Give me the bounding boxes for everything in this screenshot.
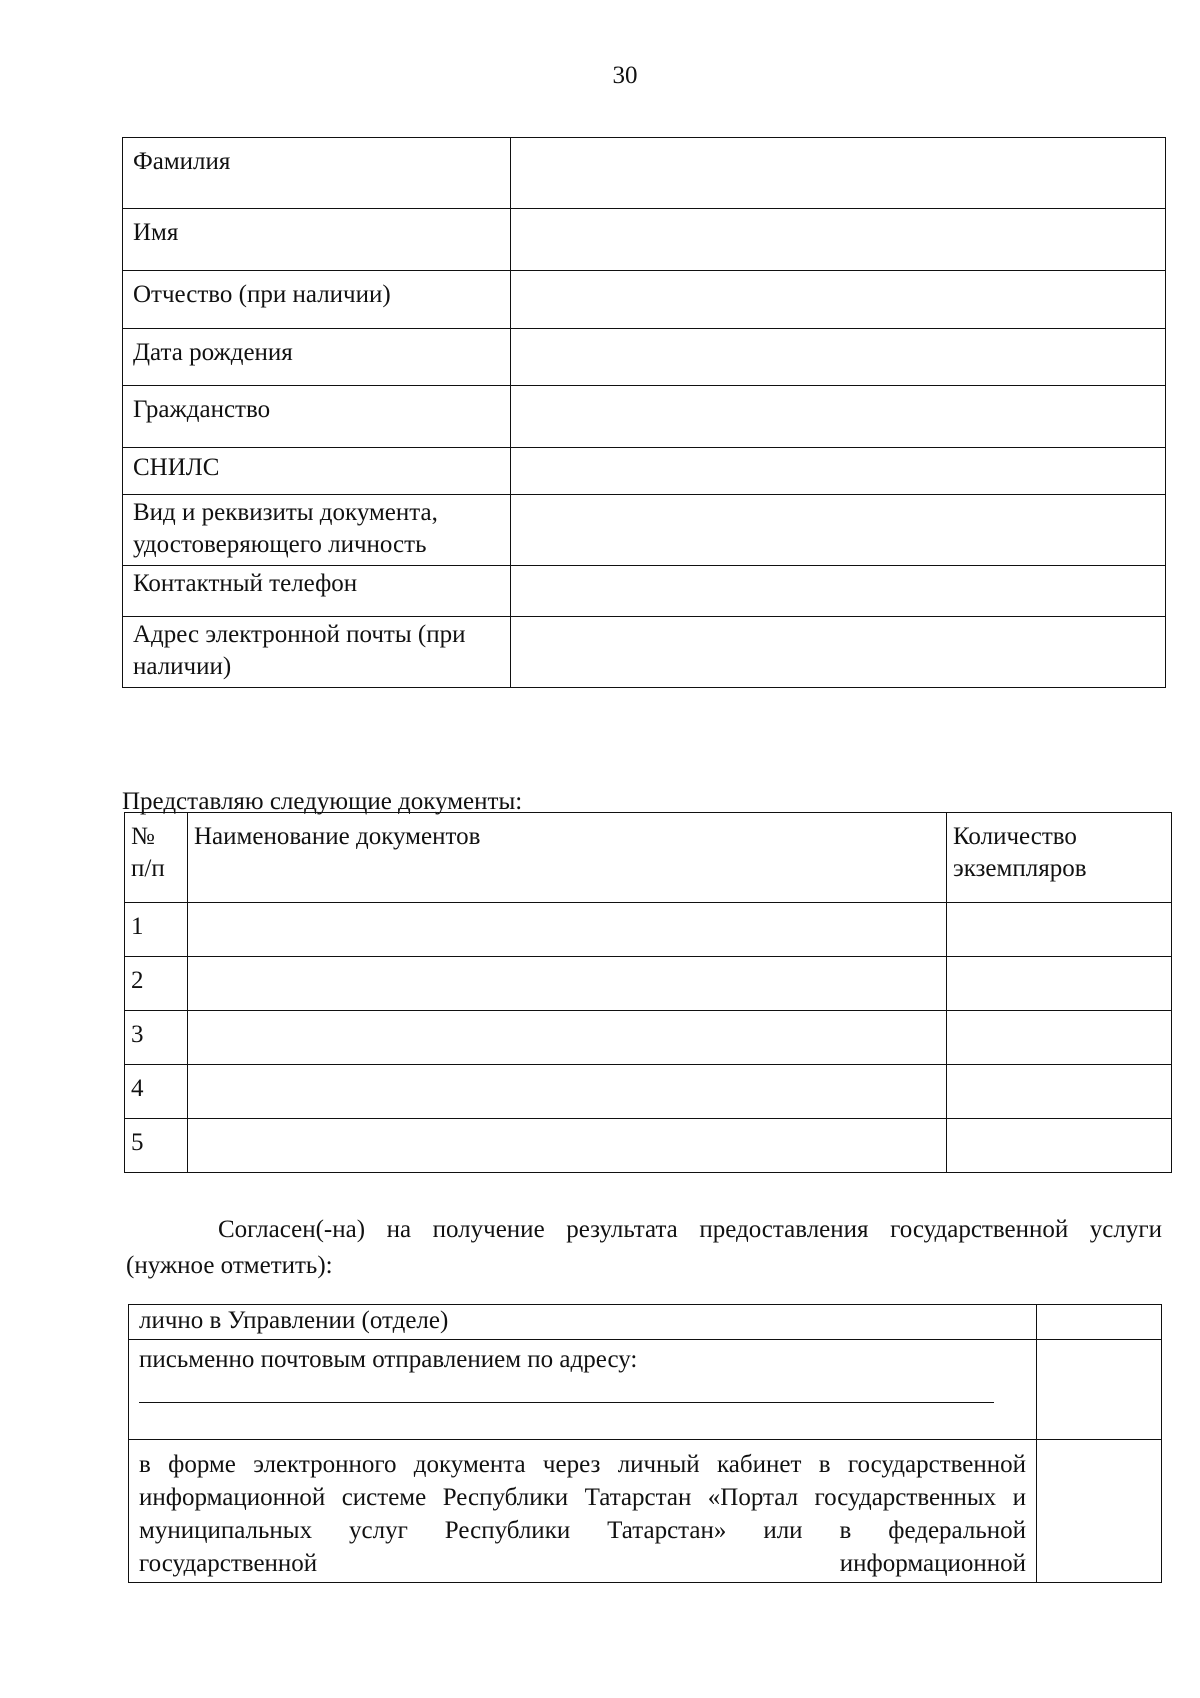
delivery-option-checkbox[interactable] xyxy=(1037,1305,1162,1340)
field-value[interactable] xyxy=(511,271,1166,329)
table-row xyxy=(123,138,1166,209)
personal-data-table xyxy=(122,137,1166,688)
field-value[interactable] xyxy=(511,138,1166,209)
delivery-option-label: в форме электронного документа через личный кабинет в государственной информационной системе Республики Татарстан «Портал государственных и муниципальных услуг Республики Татарстан» или в федеральной государственной информационной xyxy=(139,1451,1026,1577)
table-row xyxy=(123,617,1166,688)
delivery-option-cell xyxy=(129,1440,1037,1583)
field-value[interactable] xyxy=(511,495,1166,566)
row-number: 4 xyxy=(125,1065,188,1119)
document-name-cell[interactable] xyxy=(188,957,947,1011)
table-row xyxy=(123,329,1166,386)
delivery-options-table xyxy=(128,1304,1162,1583)
document-name-cell[interactable] xyxy=(188,903,947,957)
table-row xyxy=(125,1065,1172,1119)
field-value[interactable] xyxy=(511,386,1166,448)
field-value[interactable] xyxy=(511,617,1166,688)
document-quantity-cell[interactable] xyxy=(947,1119,1172,1173)
table-header-row xyxy=(125,813,1172,903)
address-input-line[interactable] xyxy=(139,1378,994,1403)
delivery-option-checkbox[interactable] xyxy=(1037,1440,1162,1583)
table-row xyxy=(125,1119,1172,1173)
field-label: Дата рождения xyxy=(123,329,511,386)
field-value[interactable] xyxy=(511,329,1166,386)
delivery-option-label: письменно почтовым отправлением по адресу: xyxy=(139,1346,638,1373)
table-row xyxy=(129,1440,1162,1583)
table-row xyxy=(129,1340,1162,1440)
page-number: 30 xyxy=(612,62,638,89)
row-number: 5 xyxy=(125,1119,188,1173)
documents-table xyxy=(124,812,1172,1173)
table-row xyxy=(123,448,1166,495)
table-row xyxy=(123,566,1166,617)
document-quantity-cell[interactable] xyxy=(947,957,1172,1011)
document-quantity-cell[interactable] xyxy=(947,1011,1172,1065)
document-name-cell[interactable] xyxy=(188,1011,947,1065)
document-quantity-cell[interactable] xyxy=(947,1065,1172,1119)
table-row xyxy=(123,209,1166,271)
row-number: 2 xyxy=(125,957,188,1011)
document-quantity-cell[interactable] xyxy=(947,903,1172,957)
delivery-option-checkbox[interactable] xyxy=(1037,1340,1162,1440)
field-label: Адрес электронной почты (при наличии) xyxy=(123,617,511,688)
column-header-name: Наименование документов xyxy=(188,813,947,903)
table-row xyxy=(129,1305,1162,1340)
document-name-cell[interactable] xyxy=(188,1065,947,1119)
field-label: Вид и реквизиты документа, удостоверяющего личность xyxy=(123,495,511,566)
column-header-quantity: Количество экземпляров xyxy=(947,813,1172,903)
field-value[interactable] xyxy=(511,566,1166,617)
table-row xyxy=(125,957,1172,1011)
table-row xyxy=(123,271,1166,329)
column-header-number: № п/п xyxy=(125,813,188,903)
table-row xyxy=(125,903,1172,957)
document-name-cell[interactable] xyxy=(188,1119,947,1173)
field-value[interactable] xyxy=(511,209,1166,271)
delivery-option-label: лично в Управлении (отделе) xyxy=(129,1305,1037,1340)
field-label: Имя xyxy=(123,209,511,271)
table-row xyxy=(123,495,1166,566)
field-label: Отчество (при наличии) xyxy=(123,271,511,329)
delivery-option-cell xyxy=(129,1340,1037,1440)
table-row xyxy=(123,386,1166,448)
table-row xyxy=(125,1011,1172,1065)
row-number: 1 xyxy=(125,903,188,957)
field-label: Фамилия xyxy=(123,138,511,209)
documents-heading: Представляю следующие документы: xyxy=(122,788,523,815)
field-label: Контактный телефон xyxy=(123,566,511,617)
consent-text: Согласен(-на) на получение результата предоставления государственной услуги (нужное отметить): xyxy=(126,1216,1162,1279)
row-number: 3 xyxy=(125,1011,188,1065)
field-label: Гражданство xyxy=(123,386,511,448)
field-label: СНИЛС xyxy=(123,448,511,495)
field-value[interactable] xyxy=(511,448,1166,495)
